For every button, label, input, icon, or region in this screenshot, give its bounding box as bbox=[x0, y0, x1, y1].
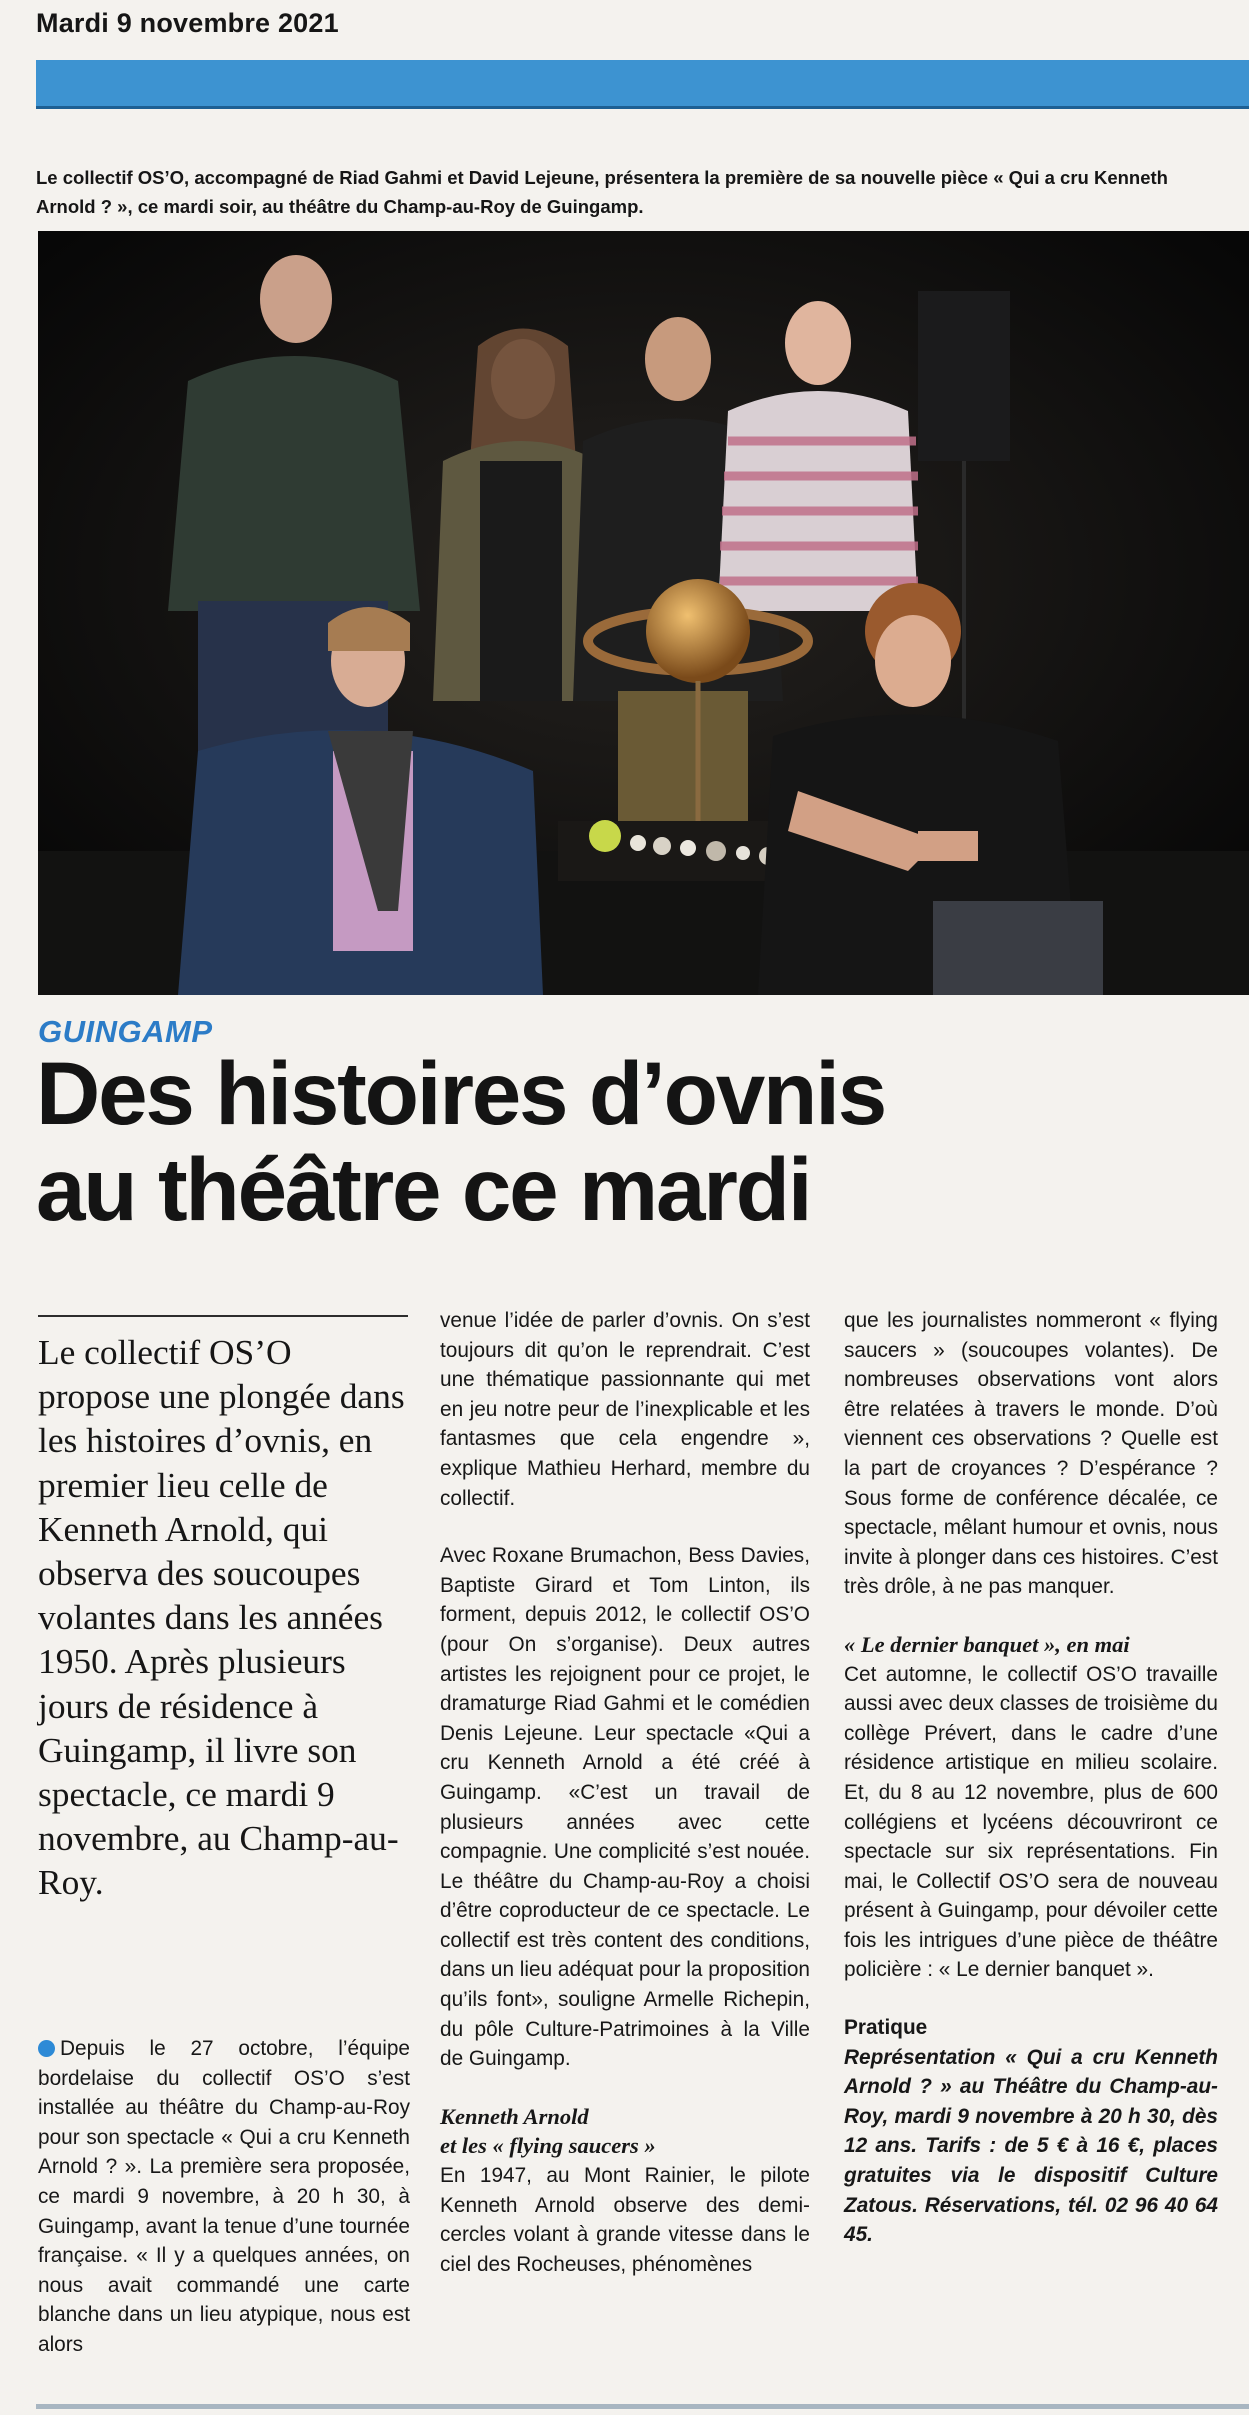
article-lead: Le collectif OS’O propose une plongée dans les histoires d’ovnis, en premier lieu celle de Kenneth Arnold, qui observa des soucoupes volantes dans les années 1950. Après plusieurs jours de résidence à Guingamp, il livre son spectacle, ce mardi 9 novembre, au Champ-au-Roy. bbox=[38, 1332, 405, 1903]
photo-caption: Le collectif OS’O, accompagné de Riad Gahmi et David Lejeune, présentera la première de sa nouvelle pièce « Qui a cru Kenneth Arnold ? », ce mardi soir, au théâtre du Champ-au-Roy de Guingamp. bbox=[36, 167, 1168, 217]
headline-line-1: Des histoires d’ovnis bbox=[36, 1043, 886, 1143]
subheading: « Le dernier banquet », en mai bbox=[844, 1631, 1130, 1657]
lead-rule bbox=[38, 1315, 408, 1317]
subheading bbox=[440, 2102, 810, 2161]
article-column-2 bbox=[440, 1306, 810, 2279]
subheading-line-2: et les « flying saucers » bbox=[440, 2133, 656, 2159]
paragraph: Avec Roxane Brumachon, Bess Davies, Baptiste Girard et Tom Linton, ils forment, depuis 2012, le collectif OS’O (pour On s’organise). Deux autres artistes les rejoignent pour ce projet, le dramaturge Riad Gahmi et le comédien Denis Lejeune. Leur spectacle «Qui a cru Kenneth Arnold a été créé à Guingamp. «C’est un travail de plusieurs années avec cette compagnie. Une complicité s’est nouée. Le théâtre du Champ-au-Roy a choisi d’être coproducteur de ce spectacle. Le collectif est très content des conditions, dans un lieu adéquat pour la proposition qu’ils font», souligne Armelle Richepin, du pôle Culture-Patrimoines à la Ville de Guingamp. bbox=[440, 1544, 810, 2071]
header-band-rule bbox=[36, 106, 1249, 109]
group-photo bbox=[38, 231, 1249, 995]
subheading-line-1: Kenneth Arnold bbox=[440, 2103, 589, 2129]
practical-label: Pratique bbox=[844, 2016, 928, 2040]
paragraph: venue l’idée de parler d’ovnis. On s’est toujours dit qu’on le reprendrait. C’est une thématique passionnante qui met en jeu notre peur de l’inexplicable et les fantasmes que cela engendre », explique Mathieu Herhard, membre du collectif. bbox=[440, 1309, 810, 1510]
article-column-3 bbox=[844, 1306, 1218, 2250]
page-date: Mardi 9 novembre 2021 bbox=[36, 8, 339, 38]
practical-info: Représentation « Qui a cru Kenneth Arnold ? » au Théâtre du Champ-au-Roy, mardi 9 novembre à 20 h 30, dès 12 ans. Tarifs : de 5 € à 16 €, places gratuites via le dispositif Culture Zatous. Réservations, tél. 02 96 40 64 45. bbox=[844, 2045, 1218, 2247]
paragraph: Cet automne, le collectif OS’O travaille aussi avec deux classes de troisième du collège Prévert, dans le cadre d’une résidence artistique en milieu scolaire. Et, du 8 au 12 novembre, plus de 600 collégiens et lycéens découvriront ce spectacle sur six représentations. Fin mai, le Collectif OS’O sera de nouveau présent à Guingamp, pour dévoiler cette fois les intrigues d’une pièce de théâtre policière : « Le dernier banquet ». bbox=[844, 1662, 1218, 1982]
group-photo-illustration bbox=[38, 231, 1249, 995]
paragraph: que les journalistes nommeront « flying saucers » (soucoupes volantes). De nombreuses observations vont alors être relatées à travers le monde. D’où viennent ces observations ? Quelle est la part de croyances ? D’espérance ? Sous forme de conférence décalée, ce spectacle, mêlant humour et ovnis, nous invite à plonger dans ces histoires. C’est très drôle, à ne pas manquer. bbox=[844, 1309, 1218, 1599]
header-band bbox=[36, 60, 1249, 106]
page-bottom-rule bbox=[36, 2404, 1249, 2409]
headline-line-2: au théâtre ce mardi bbox=[36, 1139, 811, 1239]
paragraph: En 1947, au Mont Rainier, le pilote Kenneth Arnold observe des demi-cercles volant à grande vitesse dans le ciel des Rocheuses, phénomènes bbox=[440, 2164, 810, 2276]
paragraph-text: Depuis le 27 octobre, l’équipe bordelaise du collectif OS’O s’est installée au théâtre du Champ-au-Roy pour son spectacle « Qui a cru Kenneth Arnold ? ». La première sera proposée, ce mardi 9 novembre, à 20 h 30, à Guingamp, avant la tenue d’une tournée française. « Il y a quelques années, on nous avait commandé une carte blanche dans un lieu atypique, nous est alors bbox=[38, 2037, 410, 2356]
bullet-icon bbox=[38, 2040, 55, 2057]
paragraph bbox=[38, 2034, 410, 2360]
section-kicker: GUINGAMP bbox=[38, 1014, 213, 1049]
article-headline bbox=[36, 1045, 1236, 1237]
article-column-1 bbox=[38, 2034, 410, 2360]
